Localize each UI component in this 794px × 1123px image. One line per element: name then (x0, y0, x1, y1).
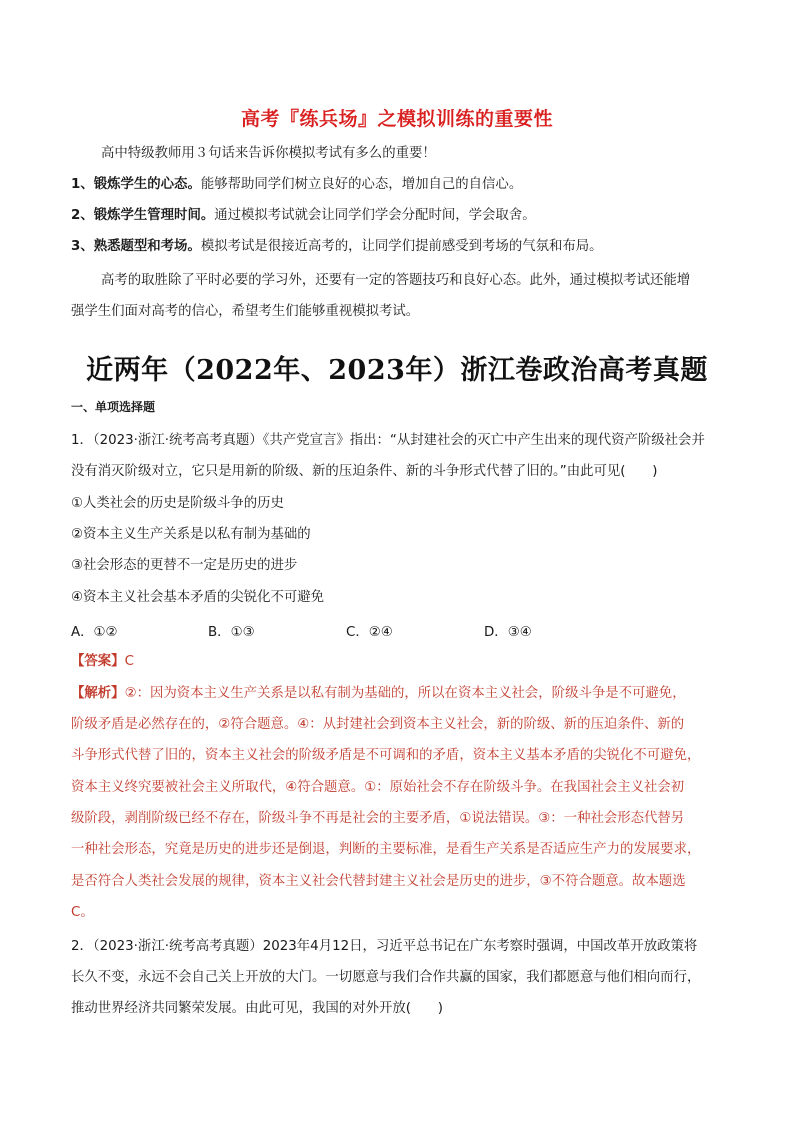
q1-stem-line-1: 1．（2023·浙江·统考高考真题）《共产党宣言》指出：“从封建社会的灭亡中产生出来的现代资产阶级社会并 (71, 433, 705, 448)
analysis-text: ②：因为资本主义生产关系是以私有制为基础的，所以在资本主义社会，阶级斗争是不可避免， (124, 686, 686, 701)
q1-statement-3: ③社会形态的更替不一定是历史的进步 (71, 558, 298, 573)
q1-option-b: B．①③ (208, 625, 255, 640)
promo-point-1 (71, 175, 522, 195)
answer-label: 【答案】 (71, 654, 125, 669)
q2-stem-line-1: 2．（2023·浙江·统考高考真题）2023年4月12日，习近平总书记在广东考察时强调，中国改革开放政策将 (71, 939, 698, 954)
point-body: 通过模拟考试就会让同学们学会分配时间，学会取舍。 (214, 208, 536, 223)
q1-analysis-line-6: 一种社会形态，究竟是历史的进步还是倒退，判断的主要标准，是看生产关系是否适应生产力的发展要求， (71, 842, 701, 857)
promo-point-2 (71, 206, 536, 226)
q1-option-c: C．②④ (346, 625, 393, 640)
promo-closing-line-2: 强学生们面对高考的信心，希望考生们能够重视模拟考试。 (71, 304, 420, 319)
promo-title: 高考『练兵场』之模拟训练的重要性 (240, 108, 553, 130)
answer-value: C (124, 654, 134, 669)
point-body: 模拟考试是很接近高考的，让同学们提前感受到考场的气氛和布局。 (200, 239, 603, 254)
exam-title: 近两年（2022年、2023年）浙江卷政治高考真题 (86, 355, 708, 386)
q1-analysis-line-1 (71, 684, 686, 704)
point-head: 3、熟悉题型和考场。 (71, 239, 201, 254)
q1-analysis-line-8: C。 (71, 905, 94, 920)
q1-analysis-line-3: 斗争形式代替了旧的，资本主义社会的阶级矛盾是不可调和的矛盾，资本主义基本矛盾的尖锐化不可避免， (71, 748, 701, 763)
point-head: 2、锻炼学生管理时间。 (71, 208, 215, 223)
q1-stem-line-2: 没有消灭阶级对立，它只是用新的阶级、新的压迫条件、新的斗争形式代替了旧的。”由此可见( ) (71, 464, 658, 479)
point-head: 1、锻炼学生的心态。 (71, 177, 201, 192)
q1-analysis-line-7: 是否符合人类社会发展的规律，资本主义社会代替封建主义社会是历史的进步，③不符合题意。故本题选 (71, 874, 686, 889)
section-heading: 一、单项选择题 (71, 400, 156, 414)
point-body: 能够帮助同学们树立良好的心态，增加自己的自信心。 (200, 177, 523, 192)
q2-stem-line-3: 推动世界经济共同繁荣发展。由此可见，我国的对外开放( ) (71, 1001, 443, 1016)
q1-option-a: A．①② (71, 625, 118, 640)
q1-analysis-line-5: 级阶段，剥削阶级已经不存在，阶级斗争不再是社会的主要矛盾，①说法错误。③：一种社会形态代替另 (71, 811, 685, 826)
q2-stem-line-2: 长久不变，永远不会自己关上开放的大门。一切愿意与我们合作共赢的国家，我们都愿意与他们相向而行， (71, 970, 701, 985)
q1-statement-4: ④资本主义社会基本矛盾的尖锐化不可避免 (71, 590, 325, 605)
promo-point-3 (71, 237, 603, 257)
q1-statement-1: ①人类社会的历史是阶级斗争的历史 (71, 496, 284, 511)
q1-analysis-line-2: 阶级矛盾是必然存在的，②符合题意。④：从封建社会到资本主义社会，新的阶级、新的压迫条件、新的 (71, 717, 685, 732)
q1-statement-2: ②资本主义生产关系是以私有制为基础的 (71, 527, 311, 542)
q1-analysis-line-4: 资本主义终究要被社会主义所取代，④符合题意。①：原始社会不存在阶级斗争。在我国社会主义社会初 (71, 780, 685, 795)
q1-option-d: D．③④ (484, 625, 532, 640)
promo-intro: 高中特级教师用３句话来告诉你模拟考试有多么的重要！ (101, 146, 436, 161)
promo-closing-line-1: 高考的取胜除了平时必要的学习外，还要有一定的答题技巧和良好心态。此外，通过模拟考试还能增 (101, 273, 691, 288)
analysis-label: 【解析】 (71, 686, 125, 701)
q1-answer (71, 652, 134, 672)
